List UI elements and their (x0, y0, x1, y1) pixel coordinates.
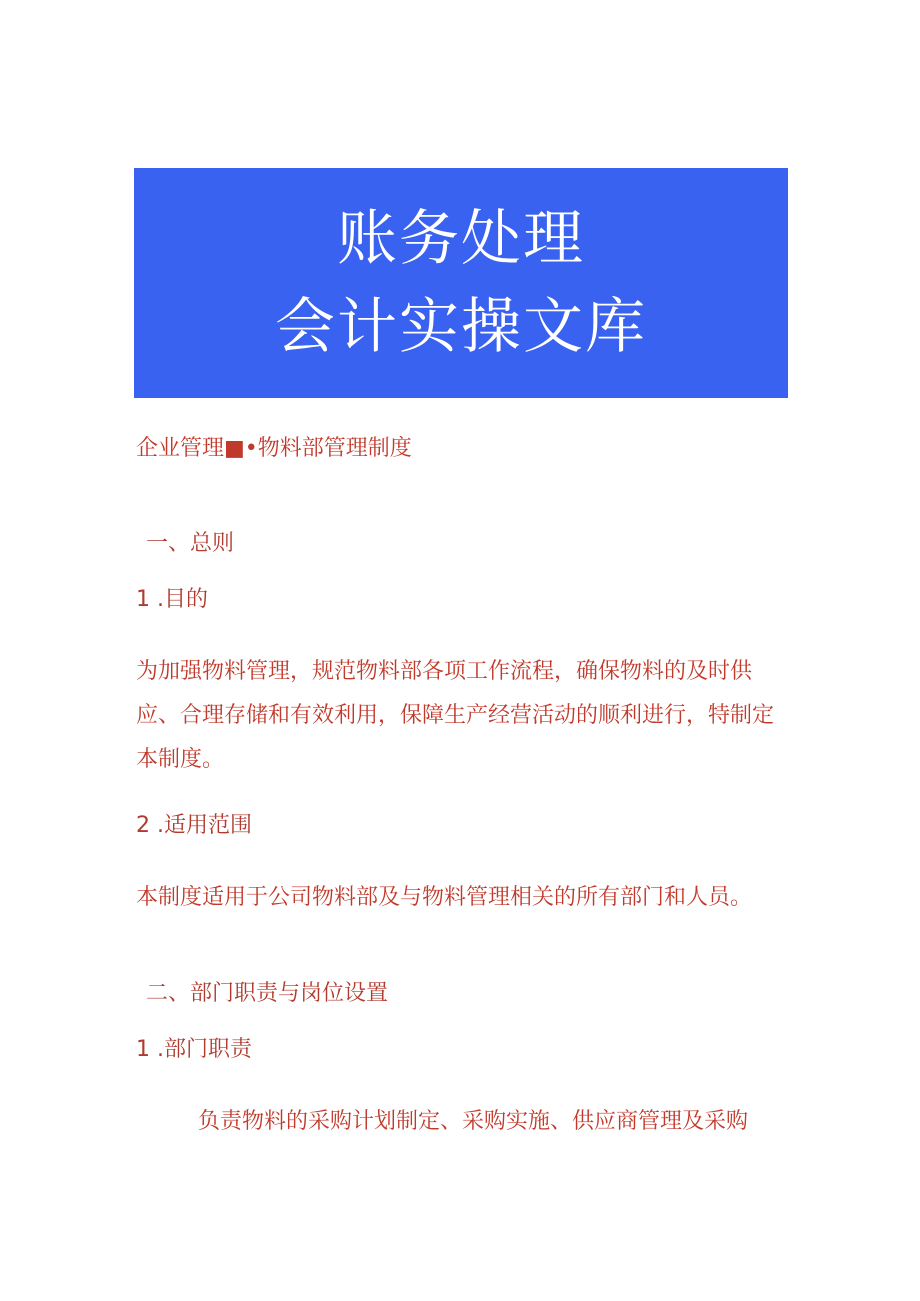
section-2-item-1-title: 1 .部门职责 (136, 1037, 252, 1062)
section-2-title: 二、部门职责与岗位设置 (146, 981, 389, 1006)
banner-title-line1: 账务处理 (337, 204, 585, 274)
section-2-item-1-body: 负责物料的采购计划制定、采购实施、供应商管理及采购 (198, 1109, 749, 1134)
section-1-item-1-body: 为加强物料管理，规范物料部各项工作流程，确保物料的及时供应、合理存储和有效利用，保障生产经营活动的顺利进行，特制定本制度。 (136, 659, 775, 772)
banner-title-line2: 会计实操文库 (275, 292, 647, 362)
document-subtitle: 企业管理■•物料部管理制度 (136, 436, 412, 461)
section-1-item-2-title: 2 .适用范围 (136, 813, 252, 838)
section-1-item-1-title: 1 .目的 (136, 587, 208, 612)
section-1-item-2-body: 本制度适用于公司物料部及与物料管理相关的所有部门和人员。 (136, 885, 753, 910)
section-1-title: 一、总则 (146, 531, 235, 556)
title-banner (134, 168, 788, 398)
